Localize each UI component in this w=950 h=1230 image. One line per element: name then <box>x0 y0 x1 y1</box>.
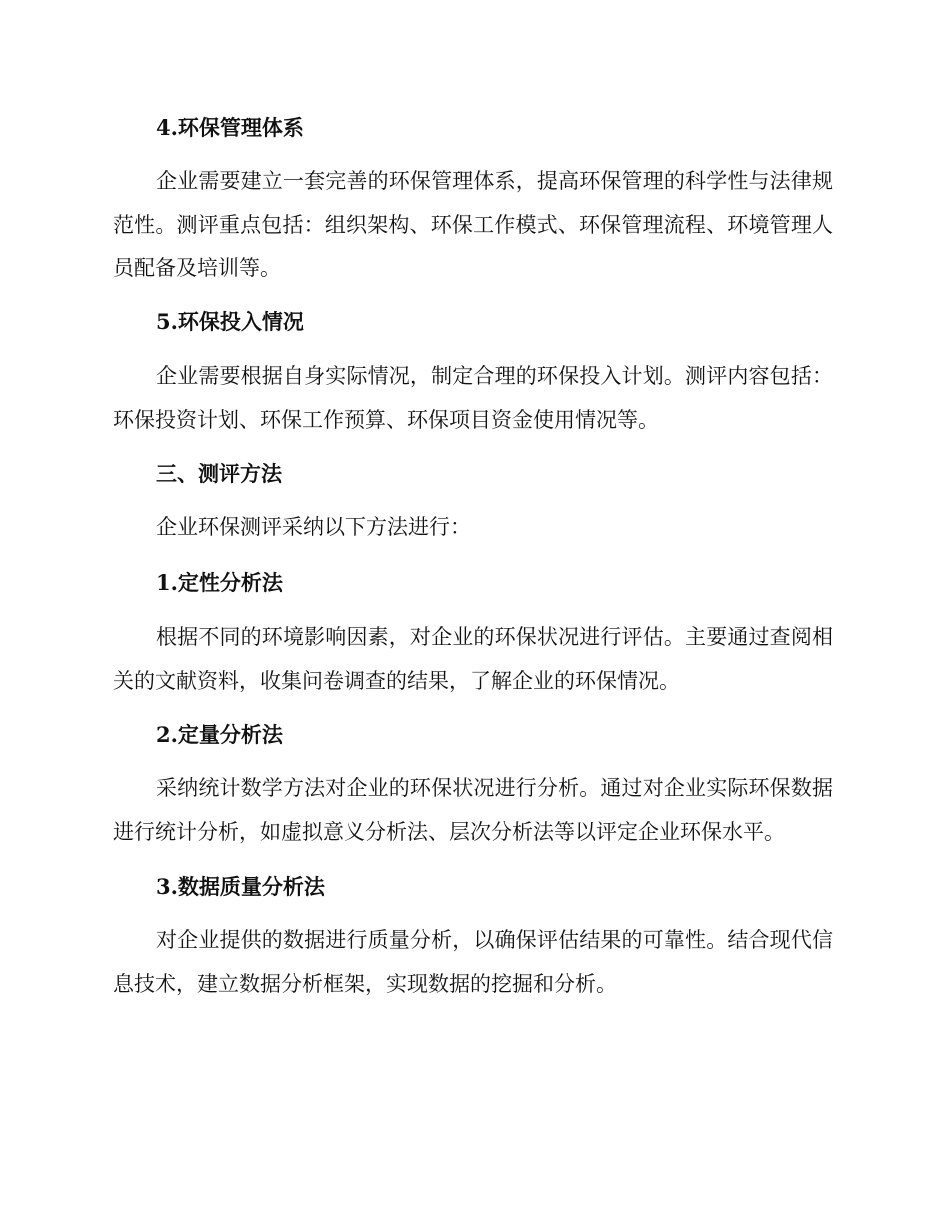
section-heading-environmental-management-system: 4.环保管理体系 <box>156 115 304 140</box>
method-heading-data-quality: 3.数据质量分析法 <box>156 874 325 899</box>
section-body-environmental-management-system: 企业需要建立一套完善的环保管理体系，提高环保管理的科学性与法律规范性。测评重点包括：组织架构、环保工作模式、环保管理流程、环境管理人员配备及培训等。 <box>113 169 833 280</box>
method-body-qualitative: 根据不同的环境影响因素，对企业的环保状况进行评估。主要通过查阅相关的文献资料，收集问卷调查的结果，了解企业的环保情况。 <box>113 625 833 693</box>
section-body-environmental-investment: 企业需要根据自身实际情况，制定合理的环保投入计划。测评内容包括：环保投资计划、环保工作预算、环保项目资金使用情况等。 <box>113 364 833 432</box>
part-intro-evaluation-methods: 企业环保测评采纳以下方法进行： <box>156 515 471 539</box>
part-heading-evaluation-methods: 三、测评方法 <box>156 461 282 486</box>
method-heading-quantitative: 2.定量分析法 <box>156 722 283 747</box>
method-body-quantitative: 采纳统计数学方法对企业的环保状况进行分析。通过对企业实际环保数据进行统计分析，如虚拟意义分析法、层次分析法等以评定企业环保水平。 <box>113 776 833 844</box>
method-heading-qualitative: 1.定性分析法 <box>156 570 283 595</box>
section-heading-environmental-investment: 5.环保投入情况 <box>156 309 304 334</box>
method-body-data-quality: 对企业提供的数据进行质量分析，以确保评估结果的可靠性。结合现代信息技术，建立数据分析框架，实现数据的挖掘和分析。 <box>113 928 833 996</box>
